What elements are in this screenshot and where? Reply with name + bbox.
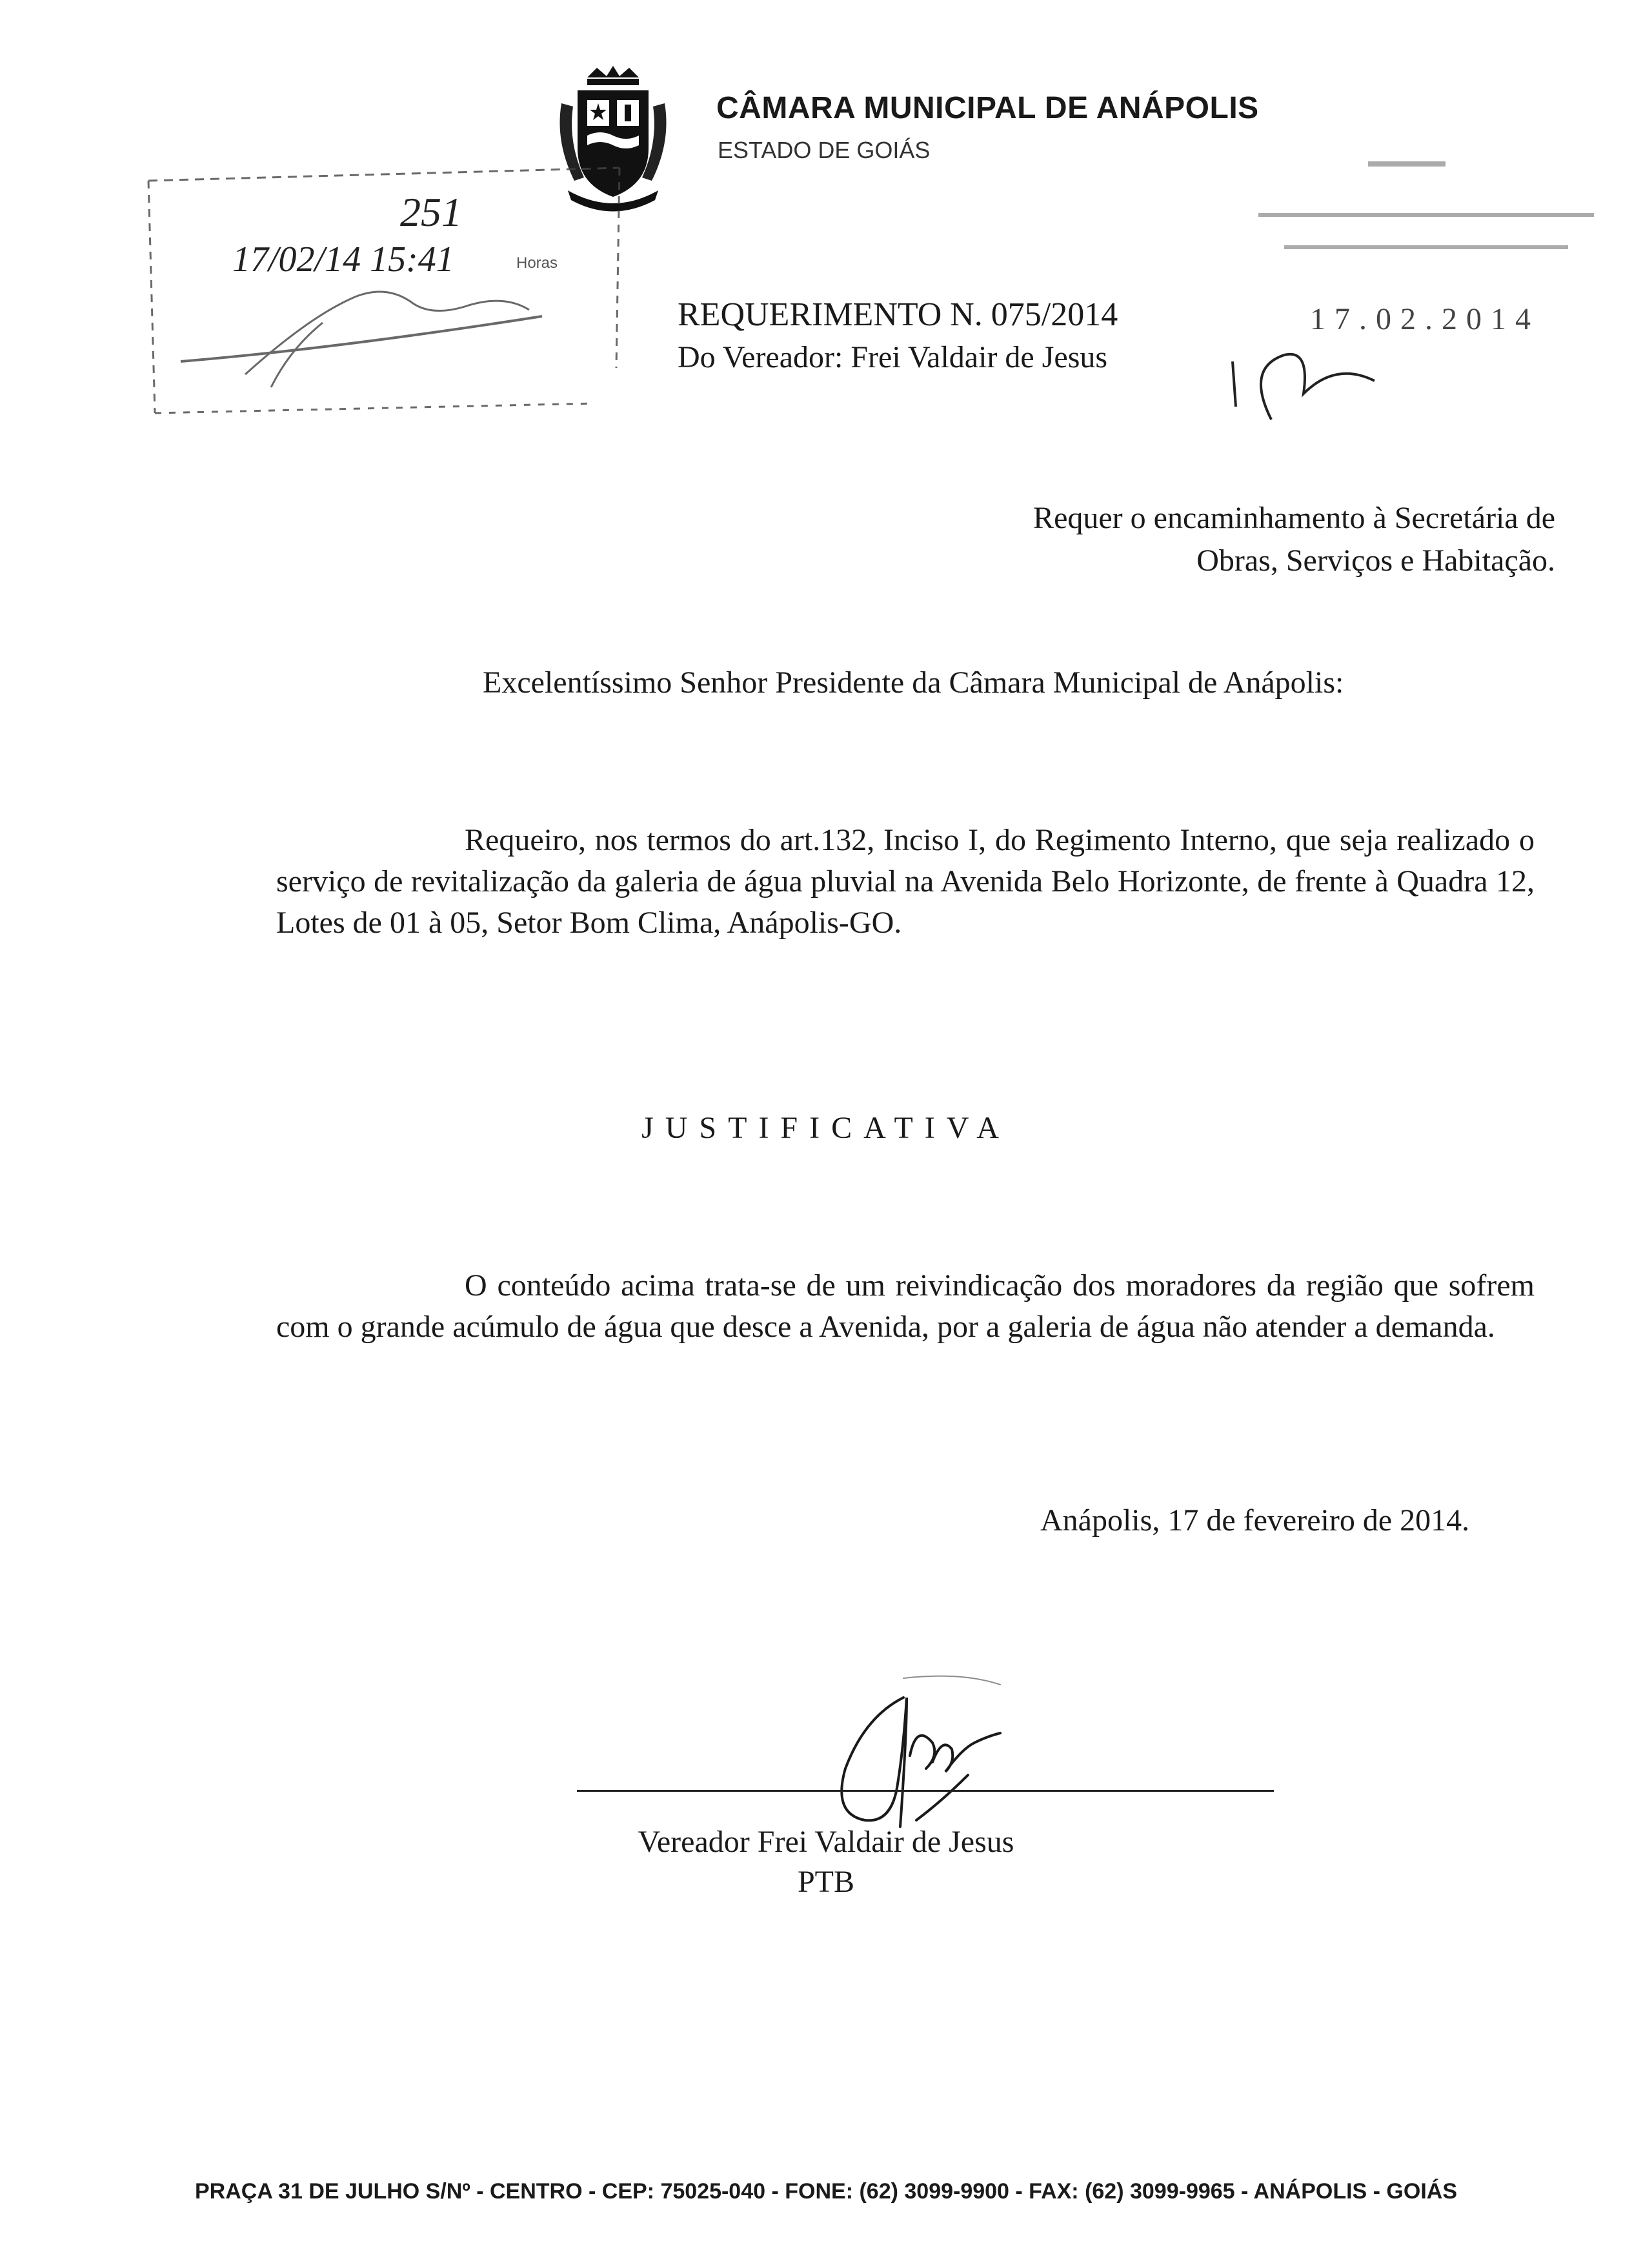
organization-state: ESTADO DE GOIÁS (718, 137, 931, 163)
protocol-stamp-left (142, 155, 632, 426)
document-subject (910, 497, 1555, 582)
signer-name: Vereador Frei Valdair de Jesus (638, 1825, 1014, 1859)
footer-address: PRAÇA 31 DE JULHO S/Nº - CENTRO - CEP: 75025-040 - FONE: (62) 3099-9900 - FAX: (62) 3099-9965 - ANÁPOLIS - GOIÁS (194, 2179, 1457, 2204)
subject-line-1: Requer o encaminhamento à Secretária de (1033, 501, 1555, 535)
signer-party: PTB (797, 1865, 855, 1899)
document-author: Do Vereador: Frei Valdair de Jesus (678, 340, 1108, 374)
salutation: Excelentíssimo Senhor Presidente da Câmara Municipal de Anápolis: (483, 665, 1344, 700)
request-body: Requeiro, nos termos do art.132, Inciso I, do Regimento Interno, que seja realizado o serviço de revitalização da galeria de água pluvial na Avenida Belo Horizonte, de frente à Quadra 12, Lotes de 01 à 05, Setor Bom Clima, Anápolis-GO. (276, 823, 1535, 940)
subject-line-2: Obras, Serviços e Habitação. (1196, 543, 1555, 578)
stamp-right-date: 17.02.2014 (1310, 302, 1540, 336)
receipt-stamp-right (1207, 148, 1646, 426)
justification-body: O conteúdo acima trata-se de um reivindicação dos moradores da região que sofrem com o grande acúmulo de água que desce a Avenida, por a galeria de água não atender a demanda. (276, 1268, 1535, 1344)
organization-name: CÂMARA MUNICIPAL DE ANÁPOLIS (716, 91, 1259, 125)
place-and-date: Anápolis, 17 de fevereiro de 2014. (1040, 1503, 1470, 1537)
stamp-left-date: 17/02/14 15:41 (232, 239, 454, 279)
document-number: REQUERIMENTO N. 075/2014 (678, 296, 1118, 333)
stamp-left-number: 251 (400, 189, 462, 235)
justification-title: JUSTIFICATIVA (641, 1111, 1011, 1145)
signature-line (577, 1790, 1274, 1792)
stamp-left-hours: Horas (516, 254, 558, 272)
